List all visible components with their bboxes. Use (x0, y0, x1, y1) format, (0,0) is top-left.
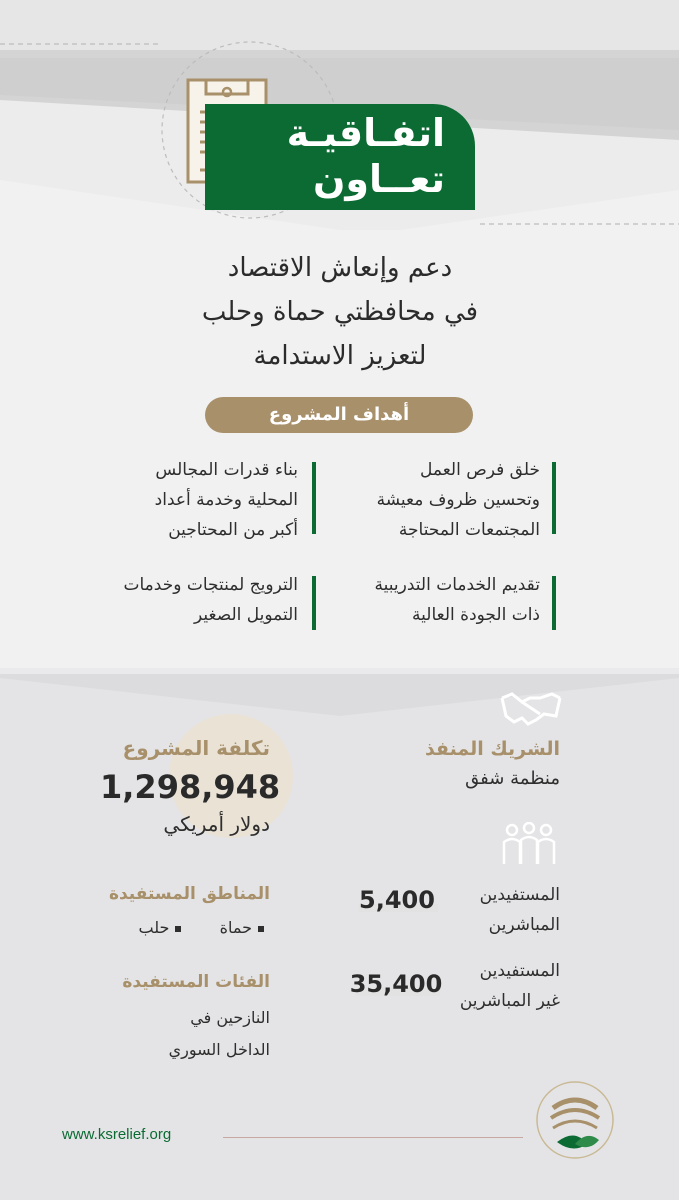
indirect-line-1: المستفيدين (479, 961, 560, 981)
title-line-2: تعــاون (312, 157, 445, 201)
goal-4-line-2: التمويل الصغير (193, 605, 298, 625)
footer-divider (223, 1137, 523, 1138)
ksrelief-logo (533, 1078, 617, 1162)
direct-line-2: المباشرين (488, 915, 560, 935)
headline-line-1: دعم وإنعاش الاقتصاد (227, 253, 453, 283)
website-link[interactable]: www.ksrelief.org (62, 1126, 172, 1143)
goal-1-line-3: المجتمعات المحتاجة (398, 520, 540, 540)
goal-2-line-1: بناء قدرات المجالس (155, 460, 298, 480)
goal-item-1 (300, 455, 540, 545)
groups-label: الفئات المستفيدة (122, 972, 270, 992)
bullet-icon (258, 926, 264, 932)
goal-2-line-3: أكبر من المحتاجين (168, 520, 298, 540)
title-line-1: اتفـاقيـة (286, 111, 445, 155)
cost-label: تكلفة المشروع (122, 736, 270, 760)
goal-item-2 (58, 455, 298, 545)
partner-label: الشريك المنفذ (424, 738, 560, 760)
goal-bar-2 (312, 462, 316, 534)
goal-bar-3 (552, 576, 556, 630)
goal-1-line-1: خلق فرص العمل (420, 460, 540, 480)
indirect-value: 35,400 (349, 970, 443, 998)
direct-value: 5,400 (359, 886, 435, 914)
regions-label: المناطق المستفيدة (108, 884, 270, 904)
goal-1-line-2: وتحسين ظروف معيشة (376, 490, 540, 510)
regions-list (100, 918, 270, 937)
goal-3-line-1: تقديم الخدمات التدريبية (374, 575, 540, 595)
headline (140, 246, 540, 378)
groups-value (100, 1002, 270, 1066)
direct-line-1: المستفيدين (479, 885, 560, 905)
groups-line-2: الداخل السوري (168, 1040, 270, 1059)
partner-value: منظمة شفق (465, 768, 560, 789)
headline-line-2: في محافظتي حماة وحلب (201, 297, 479, 327)
groups-line-1: النازحين في (190, 1008, 270, 1027)
bullet-icon (175, 926, 181, 932)
region-aleppo: حلب (138, 918, 170, 937)
goals-section-label: أهداف المشروع (205, 397, 473, 433)
goal-2-line-2: المحلية وخدمة أعداد (154, 490, 298, 510)
goal-3-line-2: ذات الجودة العالية (412, 605, 540, 625)
indirect-line-2: غير المباشرين (459, 991, 560, 1011)
region-hama: حماة (219, 918, 252, 937)
cost-value: 1,298,948 (100, 768, 281, 806)
goal-4-line-1: الترويج لمنتجات وخدمات (123, 575, 298, 595)
cost-currency: دولار أمريكي (163, 812, 270, 836)
goal-bar-1 (552, 462, 556, 534)
headline-line-3: لتعزيز الاستدامة (253, 341, 427, 371)
goal-item-3 (300, 570, 540, 630)
goal-bar-4 (312, 576, 316, 630)
people-icon (498, 822, 560, 866)
handshake-icon (500, 692, 562, 728)
goal-item-4 (58, 570, 298, 630)
